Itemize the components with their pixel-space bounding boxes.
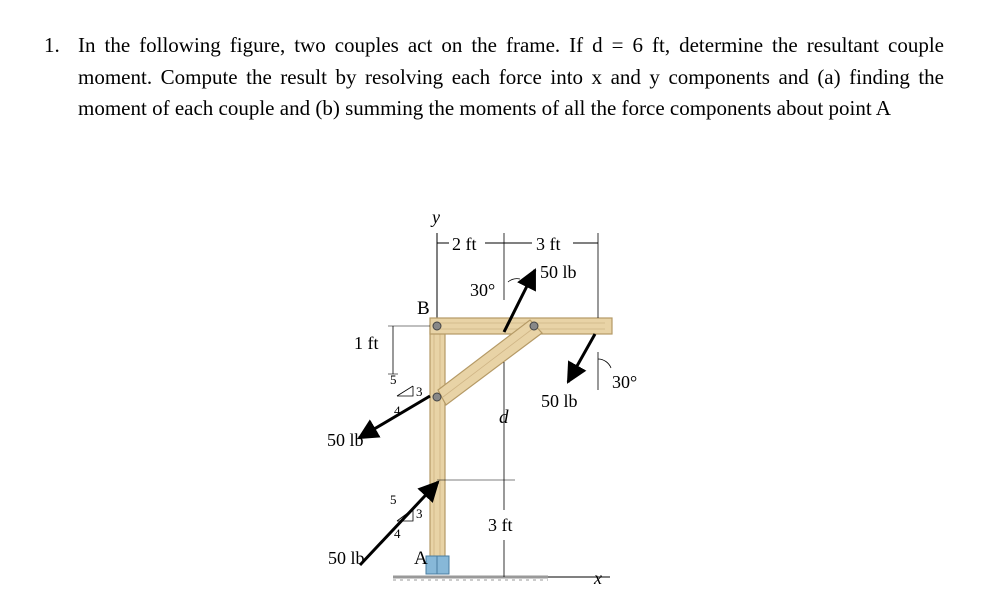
y-axis (430, 207, 440, 318)
y-axis-label: y (432, 207, 440, 227)
slope-upper-v: 3 (416, 384, 423, 399)
point-b-label: B (417, 298, 430, 319)
force-left-upper (327, 372, 430, 450)
pin-brace (530, 322, 538, 330)
slope-upper-h: 5 (390, 372, 397, 387)
dim-3ft-bottom-group (488, 480, 513, 577)
dim-1ft: 1 ft (354, 333, 379, 353)
force-left-upper-label: 50 lb (327, 430, 364, 450)
force-left-lower-label: 50 lb (328, 548, 365, 568)
dim-3ft-bottom: 3 ft (488, 515, 513, 535)
ground (393, 577, 548, 580)
slope-lower-v: 3 (416, 506, 423, 521)
dim-1ft-group (354, 326, 430, 374)
x-axis (548, 568, 610, 588)
force-right (541, 334, 637, 411)
slope-lower-b: 4 (394, 526, 401, 541)
dim-3ft-top: 3 ft (536, 234, 561, 254)
x-axis-label: x (594, 568, 602, 588)
angle-right: 30° (612, 372, 638, 392)
slope-lower-h: 5 (390, 492, 397, 507)
slope-upper-b: 4 (394, 403, 401, 418)
pin-mid (433, 393, 441, 401)
problem-text: In the following figure, two couples act on the frame. If d = 6 ft, determine the resultant couple moment. Compute the result by resolving each force into x and y components and (a) finding the moment of each couple and (b) summing the moments of all the force components about point A (78, 33, 944, 120)
dim-d: d (499, 407, 509, 428)
force-right-label: 50 lb (541, 391, 578, 411)
angle-top: 30° (470, 280, 496, 300)
vertical-post (430, 325, 445, 571)
force-top-label: 50 lb (540, 262, 577, 282)
point-a-label: A (414, 548, 428, 569)
dim-2ft: 2 ft (452, 234, 477, 254)
problem-number: 1. (44, 33, 60, 57)
pin-b (433, 322, 441, 330)
